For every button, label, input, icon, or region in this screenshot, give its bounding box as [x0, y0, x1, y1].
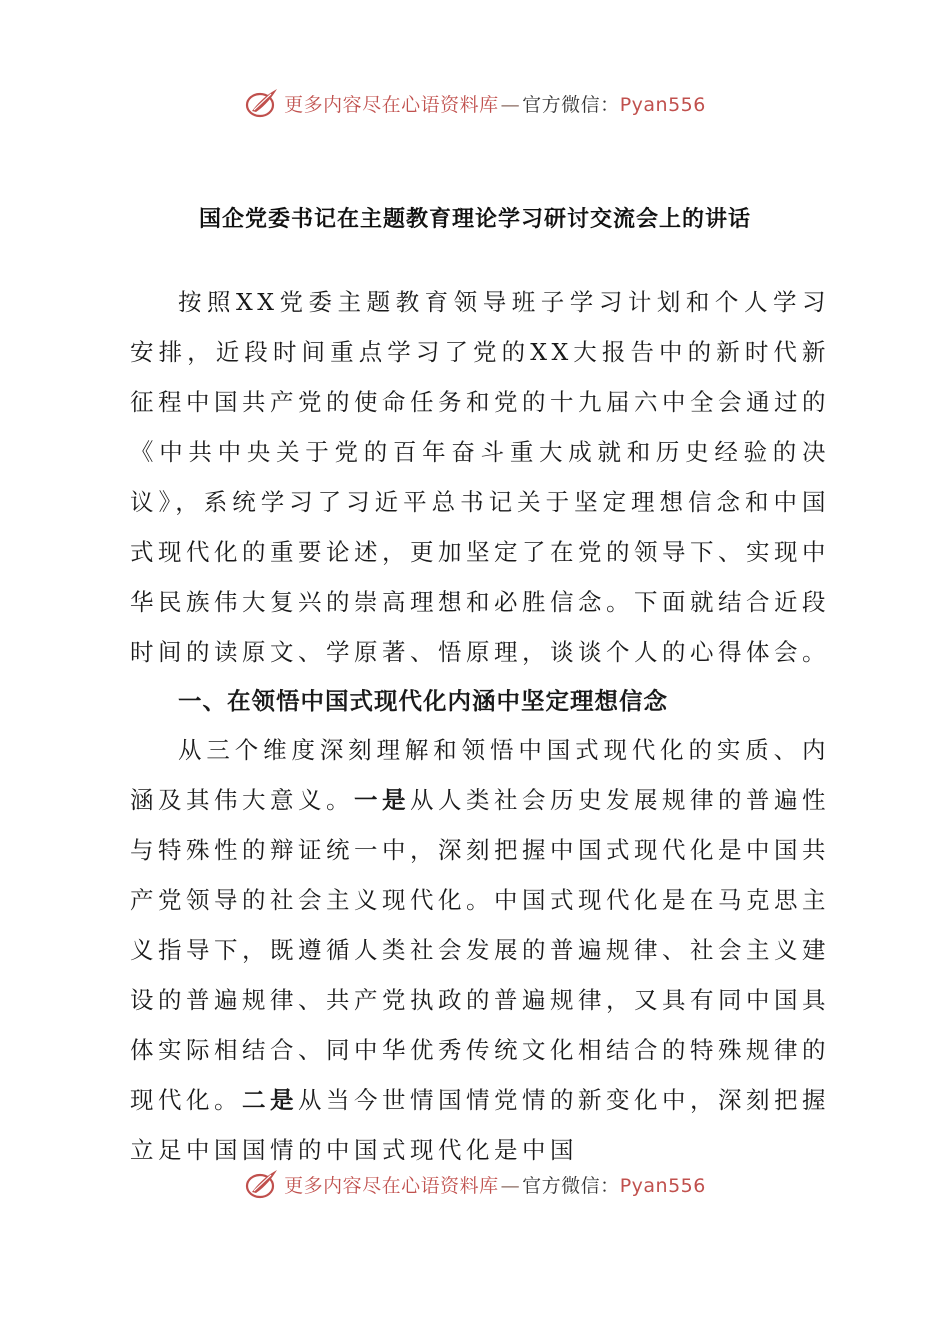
- point-two-text: 从当今世情国情党情的新变化中，深刻把握立足中国国情的中国式现代化是中国: [130, 1086, 830, 1164]
- section-paragraph: [130, 725, 830, 1175]
- point-marker-two: 二是: [242, 1086, 298, 1114]
- banner-wechat-label: 官方微信：: [522, 1174, 620, 1197]
- banner-wechat-id: Pyan556: [619, 93, 706, 116]
- header-banner: [0, 81, 950, 125]
- banner-wechat-label: 官方微信：: [522, 93, 620, 116]
- quill-logo-icon: [244, 1166, 280, 1202]
- banner-separator: —: [500, 1174, 521, 1197]
- intro-paragraph: 按照XX党委主题教育领导班子学习计划和个人学习安排，近段时间重点学习了党的XX大报告中的新时代新征程中国共产党的使命任务和党的十九届六中全会通过的《中共中央关于党的百年奋斗重大成就和历史经验的决议》，系统学习了习近平总书记关于坚定理想信念和中国式现代化的重要论述，更加坚定了在党的领导下、实现中华民族伟大复兴的崇高理想和必胜信念。下面就结合近段时间的读原文、学原著、悟原理，谈谈个人的心得体会。: [130, 288, 830, 666]
- banner-separator: —: [500, 93, 521, 116]
- document-body: [130, 277, 830, 1175]
- banner-brand-text: 更多内容尽在心语资料库: [284, 93, 499, 116]
- point-one-text: 从人类社会历史发展规律的普遍性与特殊性的辩证统一中，深刻把握中国式现代化是中国共产党领导的社会主义现代化。中国式现代化是在马克思主义指导下，既遵循人类社会发展的普遍规律、社会主义建设的普遍规律、共产党执政的普遍规律，又具有同中国具体实际相结合、同中华优秀传统文化相结合的特殊规律的现代化。: [130, 786, 830, 1114]
- quill-logo-icon: [244, 85, 280, 121]
- banner-wechat-id: Pyan556: [619, 1174, 706, 1197]
- paragraph-intro-text: 从三个维度深刻理解和领悟中国式现代化的实质、内涵及其伟大意义。: [130, 736, 830, 814]
- banner-brand-text: 更多内容尽在心语资料库: [284, 1174, 499, 1197]
- point-marker-one: 一是: [354, 786, 410, 814]
- section-heading: 一、在领悟中国式现代化内涵中坚定理想信念: [178, 687, 668, 715]
- document-title: 国企党委书记在主题教育理论学习研讨交流会上的讲话: [198, 207, 751, 232]
- footer-banner: [0, 1162, 950, 1206]
